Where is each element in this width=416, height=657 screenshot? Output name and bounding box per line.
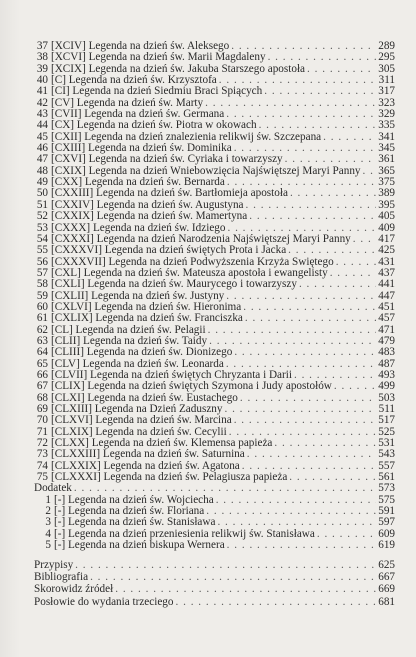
entry-title: [CLXX] Legenda na dzień św. Klemensa papieża bbox=[51, 438, 273, 450]
entry-title: Skorowidz źródeł bbox=[34, 583, 114, 596]
toc-entry bbox=[34, 302, 395, 313]
dot-leader bbox=[334, 381, 376, 392]
toc-entry bbox=[34, 540, 395, 551]
toc-entry bbox=[34, 381, 395, 392]
entry-number: 58 bbox=[36, 279, 48, 291]
toc-entry bbox=[34, 336, 395, 347]
entry-number: 44 bbox=[36, 120, 48, 132]
entry-title: [CLIX] Legenda na dzień świętych Szymona i Judy apostołów bbox=[51, 381, 332, 393]
dot-leader bbox=[226, 109, 376, 120]
entry-title: [CXX] Legenda na dzień św. Bernarda bbox=[51, 177, 225, 189]
dot-leader bbox=[243, 302, 376, 313]
entry-number: 72 bbox=[36, 438, 48, 450]
toc-entry bbox=[34, 257, 395, 268]
toc-entry bbox=[34, 64, 395, 75]
entry-number: 4 bbox=[45, 528, 51, 540]
toc-entry bbox=[34, 188, 395, 199]
entry-page-number: 561 bbox=[378, 472, 395, 484]
toc-entry bbox=[34, 41, 395, 52]
entry-number: 64 bbox=[36, 347, 48, 359]
dot-leader bbox=[245, 313, 376, 324]
dot-leader bbox=[226, 359, 376, 370]
dot-leader bbox=[288, 245, 376, 256]
entry-page-number: 317 bbox=[378, 86, 395, 98]
toc-entry bbox=[34, 279, 395, 290]
entry-page-number: 341 bbox=[378, 131, 395, 143]
dot-leader bbox=[75, 559, 376, 571]
dot-leader bbox=[264, 86, 376, 97]
entry-number: 48 bbox=[36, 165, 48, 177]
toc-entry bbox=[34, 472, 395, 483]
entry-page-number: 609 bbox=[378, 528, 395, 540]
entry-number: 61 bbox=[36, 313, 48, 325]
toc-entry bbox=[34, 268, 395, 279]
entry-title: [CVII] Legenda na dzień św. Germana bbox=[51, 109, 225, 121]
entry-number: 75 bbox=[36, 472, 48, 484]
entry-page-number: 375 bbox=[378, 177, 395, 189]
entry-page-number: 437 bbox=[378, 267, 395, 279]
dot-leader bbox=[227, 223, 376, 234]
toc-entry bbox=[34, 166, 395, 177]
entry-number: 73 bbox=[36, 449, 48, 461]
entry-page-number: 557 bbox=[378, 460, 395, 472]
entry-title: Bibliografia bbox=[34, 571, 89, 584]
toc-entry bbox=[34, 143, 395, 154]
entry-number: 45 bbox=[36, 131, 48, 143]
entry-number: 65 bbox=[36, 358, 48, 370]
dot-leader bbox=[234, 143, 377, 154]
entry-number: 47 bbox=[36, 154, 48, 166]
entry-title: [-] Legenda na dzień św. Floriana bbox=[54, 506, 205, 518]
dot-leader bbox=[299, 279, 376, 290]
entry-title: [CLXVI] Legenda na dzień św. Marcina bbox=[51, 415, 232, 427]
entry-page-number: 483 bbox=[378, 347, 395, 359]
entry-number: 54 bbox=[36, 233, 48, 245]
toc-entry bbox=[34, 223, 395, 234]
entry-number: 37 bbox=[36, 41, 48, 52]
entry-number: 67 bbox=[36, 381, 48, 393]
entry-number: 51 bbox=[36, 199, 48, 211]
dot-leader bbox=[294, 370, 376, 381]
entry-title: [CLXI] Legenda na dzień św. Eustachego bbox=[51, 392, 238, 404]
toc-entry bbox=[34, 559, 395, 571]
entry-page-number: 447 bbox=[378, 290, 395, 302]
entry-number: 2 bbox=[45, 506, 51, 518]
toc-entry bbox=[34, 75, 395, 86]
entry-page-number: 531 bbox=[378, 438, 395, 450]
dot-leader bbox=[216, 495, 377, 506]
toc-entry bbox=[34, 347, 395, 358]
entry-page-number: 669 bbox=[378, 583, 395, 596]
toc-entry bbox=[34, 438, 395, 449]
dot-leader bbox=[290, 188, 376, 199]
entry-page-number: 431 bbox=[378, 256, 395, 268]
entry-page-number: 487 bbox=[378, 358, 395, 370]
dot-leader bbox=[323, 132, 376, 143]
entry-title: [CXXXVI] Legenda na dzień świętych Prota i Jacka bbox=[51, 245, 287, 257]
entry-title: [CXVI] Legenda na dzień św. Cyriaka i towarzyszy bbox=[51, 154, 283, 166]
dot-leader bbox=[227, 540, 377, 551]
entry-title: [CXIX] Legenda na dzień Wniebowzięcia Najświętszej Maryi Panny bbox=[51, 165, 361, 177]
entry-title: [-] Legenda na dzień św. Stanisława bbox=[54, 517, 216, 529]
entry-page-number: 451 bbox=[378, 301, 395, 313]
entry-title: [CLXIX] Legenda na dzień św. Cecylii bbox=[51, 426, 227, 438]
entry-page-number: 573 bbox=[378, 483, 395, 495]
entry-title: [-] Legenda na dzień biskupa Wernera bbox=[54, 540, 225, 552]
entry-page-number: 591 bbox=[378, 506, 395, 518]
dot-leader bbox=[208, 325, 377, 336]
toc-entry bbox=[34, 506, 395, 517]
toc-entry bbox=[34, 200, 395, 211]
dot-leader bbox=[205, 98, 376, 109]
entry-page-number: 409 bbox=[378, 222, 395, 234]
dot-leader bbox=[224, 404, 376, 415]
dot-leader bbox=[229, 427, 376, 438]
toc-entry bbox=[34, 177, 395, 188]
dot-leader bbox=[307, 64, 376, 75]
toc-entry bbox=[34, 449, 395, 460]
entry-title: [CXLII] Legenda na dzień św. Justyny bbox=[51, 290, 225, 302]
entry-title: [CXXIX] Legenda na dzień św. Mamertyna bbox=[51, 211, 248, 223]
dot-leader bbox=[246, 200, 377, 211]
toc-entry bbox=[34, 495, 395, 506]
entry-number: 53 bbox=[36, 222, 48, 234]
toc-entry bbox=[34, 325, 395, 336]
dot-leader bbox=[206, 506, 376, 517]
entry-title: [CLIII] Legenda na dzień św. Dionizego bbox=[51, 347, 233, 359]
back-matter-list bbox=[34, 559, 395, 608]
entry-title: [-] Legenda na dzień przeniesienia relikwij św. Stanisława bbox=[54, 528, 315, 540]
entry-page-number: 499 bbox=[378, 381, 395, 393]
entry-title: [CI] Legenda na dzień Siedmiu Braci Śpiących bbox=[51, 86, 263, 98]
entry-title: [XCIX] Legenda na dzień św. Jakuba Starszego apostoła bbox=[51, 63, 306, 75]
entry-number: 62 bbox=[36, 324, 48, 336]
entry-page-number: 625 bbox=[378, 559, 395, 571]
dot-leader bbox=[209, 336, 376, 347]
entry-page-number: 511 bbox=[378, 404, 395, 415]
entry-title: [CXXIV] Legenda na dzień św. Augustyna bbox=[51, 199, 244, 211]
entry-page-number: 323 bbox=[378, 97, 395, 109]
entry-number: 49 bbox=[36, 177, 48, 189]
entry-page-number: 311 bbox=[378, 75, 395, 87]
entry-page-number: 597 bbox=[378, 517, 395, 529]
toc-entry bbox=[34, 313, 395, 324]
entry-number: 63 bbox=[36, 335, 48, 347]
toc-entry bbox=[34, 529, 395, 540]
entry-title: [CXL] Legenda na dzień św. Mateusza apostoła i ewangelisty bbox=[51, 267, 328, 279]
entry-number: 68 bbox=[36, 392, 48, 404]
entry-number: 60 bbox=[36, 301, 48, 313]
toc-entry bbox=[34, 596, 395, 608]
dot-leader bbox=[249, 211, 376, 222]
toc-entry bbox=[34, 211, 395, 222]
entry-title: [CXXXI] Legenda na dzień Narodzenia Najświętszej Maryi Panny bbox=[51, 233, 351, 245]
page-edge-shadow bbox=[0, 0, 20, 657]
entry-title: [CLXXIX] Legenda na dzień św. Agatona bbox=[51, 460, 240, 472]
table-of-contents bbox=[34, 41, 395, 551]
dot-leader bbox=[226, 291, 376, 302]
dot-leader bbox=[274, 438, 376, 449]
entry-page-number: 681 bbox=[378, 595, 395, 608]
toc-entry bbox=[34, 393, 395, 404]
entry-title: [CXLI] Legenda na dzień św. Maurycego i towarzyszy bbox=[51, 279, 297, 291]
toc-entry bbox=[34, 359, 395, 370]
entry-number: 66 bbox=[36, 369, 48, 381]
dot-leader bbox=[353, 234, 376, 245]
toc-entry bbox=[34, 86, 395, 97]
dot-leader bbox=[231, 41, 376, 52]
entry-page-number: 525 bbox=[378, 426, 395, 438]
toc-entry bbox=[34, 404, 395, 415]
entry-title: [XCVI] Legenda na dzień św. Marii Magdaleny bbox=[51, 52, 266, 64]
entry-page-number: 441 bbox=[378, 279, 395, 291]
dot-leader bbox=[259, 120, 377, 131]
dot-leader bbox=[285, 154, 377, 165]
entry-title: Posłowie do wydania trzeciego bbox=[34, 595, 174, 608]
entry-number: 71 bbox=[36, 426, 48, 438]
entry-page-number: 305 bbox=[378, 63, 395, 75]
entry-page-number: 517 bbox=[378, 415, 395, 427]
entry-number: 1 bbox=[45, 494, 51, 506]
dot-leader bbox=[247, 449, 376, 460]
entry-number: 39 bbox=[36, 63, 48, 75]
entry-page-number: 543 bbox=[378, 449, 395, 461]
dot-leader bbox=[234, 347, 376, 358]
entry-number: 42 bbox=[36, 97, 48, 109]
dot-leader bbox=[363, 166, 377, 177]
entry-page-number: 425 bbox=[378, 245, 395, 257]
toc-entry bbox=[34, 120, 395, 131]
dot-leader bbox=[268, 52, 377, 63]
entry-page-number: 471 bbox=[378, 324, 395, 336]
toc-entry bbox=[34, 52, 395, 63]
entry-page-number: 345 bbox=[378, 143, 395, 155]
toc-entry bbox=[34, 571, 395, 583]
dot-leader bbox=[219, 75, 377, 86]
entry-number: 59 bbox=[36, 290, 48, 302]
entry-title: [CLXIII] Legenda na Dzień Zaduszny bbox=[51, 404, 223, 415]
entry-title: [CX] Legenda na dzień św. Piotra w okowach bbox=[51, 120, 257, 132]
entry-number: 5 bbox=[45, 540, 51, 552]
entry-title: [CXII] Legenda na dzień znalezienia relikwij św. Szczepana bbox=[51, 131, 322, 143]
dot-leader bbox=[227, 177, 376, 188]
entry-page-number: 619 bbox=[378, 540, 395, 552]
entry-number: 69 bbox=[36, 404, 48, 415]
entry-title: [-] Legenda na dzień św. Wojciecha bbox=[54, 494, 214, 506]
toc-entry bbox=[34, 245, 395, 256]
toc-entry bbox=[34, 234, 395, 245]
entry-page-number: 365 bbox=[378, 165, 395, 177]
toc-entry bbox=[34, 154, 395, 165]
entry-page-number: 295 bbox=[378, 52, 395, 64]
toc-entry bbox=[34, 461, 395, 472]
entry-title: [CXXXVII] Legenda na dzień Podwyższenia Krzyża Świętego bbox=[51, 256, 334, 268]
toc-entry bbox=[34, 415, 395, 426]
entry-number: 38 bbox=[36, 52, 48, 64]
entry-number: 41 bbox=[36, 86, 48, 98]
entry-title: [CL] Legenda na dzień św. Pelagii bbox=[51, 324, 206, 336]
entry-number: 40 bbox=[36, 75, 48, 87]
entry-page-number: 361 bbox=[378, 154, 395, 166]
entry-page-number: 503 bbox=[378, 392, 395, 404]
entry-number: 46 bbox=[36, 143, 48, 155]
entry-number: 55 bbox=[36, 245, 48, 257]
entry-page-number: 289 bbox=[378, 41, 395, 52]
entry-title: [CLII] Legenda na dzień św. Taidy bbox=[51, 335, 208, 347]
dot-leader bbox=[234, 415, 377, 426]
dot-leader bbox=[74, 483, 376, 494]
entry-title: [XCIV] Legenda na dzień św. Aleksego bbox=[51, 41, 230, 52]
entry-title: [CV] Legenda na dzień św. Marty bbox=[51, 97, 204, 109]
entry-page-number: 575 bbox=[378, 494, 395, 506]
toc-entry bbox=[34, 583, 395, 595]
entry-number: 52 bbox=[36, 211, 48, 223]
dot-leader bbox=[330, 268, 377, 279]
entry-page-number: 417 bbox=[378, 233, 395, 245]
toc-entry bbox=[34, 427, 395, 438]
dot-leader bbox=[90, 571, 376, 583]
entry-page-number: 493 bbox=[378, 369, 395, 381]
entry-number: 74 bbox=[36, 460, 48, 472]
entry-title: [CLXXXI] Legenda na dzień św. Pelagiusza papieża bbox=[51, 472, 288, 484]
appendix-heading bbox=[34, 483, 395, 494]
entry-page-number: 335 bbox=[378, 120, 395, 132]
toc-entry bbox=[34, 132, 395, 143]
entry-title: [CXIII] Legenda na dzień św. Dominika bbox=[51, 143, 232, 155]
toc-entry bbox=[34, 98, 395, 109]
entry-number: 57 bbox=[36, 267, 48, 279]
entry-page-number: 457 bbox=[378, 313, 395, 325]
entry-page-number: 667 bbox=[378, 571, 395, 584]
entry-title: [C] Legenda na dzień św. Krzysztofa bbox=[51, 75, 217, 87]
entry-title: [CLXXIII] Legenda na dzień św. Saturnina bbox=[51, 449, 245, 461]
entry-number: 3 bbox=[45, 517, 51, 529]
entry-page-number: 395 bbox=[378, 199, 395, 211]
dot-leader bbox=[240, 393, 376, 404]
entry-title: [CXXIII] Legenda na dzień św. Bartłomieja apostoła bbox=[51, 188, 288, 200]
entry-page-number: 389 bbox=[378, 188, 395, 200]
entry-number: 50 bbox=[36, 188, 48, 200]
dot-leader bbox=[289, 472, 376, 483]
dot-leader bbox=[217, 517, 376, 528]
dot-leader bbox=[317, 529, 376, 540]
dot-leader bbox=[176, 596, 377, 608]
entry-page-number: 329 bbox=[378, 109, 395, 121]
dot-leader bbox=[115, 583, 376, 595]
dot-leader bbox=[242, 461, 376, 472]
entry-title: Przypisy bbox=[34, 559, 74, 571]
entry-number: 43 bbox=[36, 109, 48, 121]
entry-title: [CXXX] Legenda na dzień św. Idziego bbox=[51, 222, 226, 234]
toc-entry bbox=[34, 370, 395, 381]
entry-title: Dodatek bbox=[34, 483, 72, 495]
toc-entry bbox=[34, 109, 395, 120]
entry-title: [CLVII] Legenda na dzień świętych Chryzanta i Darii bbox=[51, 369, 292, 381]
entry-page-number: 405 bbox=[378, 211, 395, 223]
entry-number: 70 bbox=[36, 415, 48, 427]
entry-title: [CXLIX] Legenda na dzień św. Franciszka bbox=[51, 313, 243, 325]
entry-page-number: 479 bbox=[378, 335, 395, 347]
dot-leader bbox=[336, 257, 377, 268]
toc-entry bbox=[34, 517, 395, 528]
entry-number: 56 bbox=[36, 256, 48, 268]
entry-title: [CXLVI] Legenda na dzień św. Hieronima bbox=[51, 301, 242, 313]
entry-title: [CLV] Legenda na dzień św. Leonarda bbox=[51, 358, 224, 370]
toc-entry bbox=[34, 291, 395, 302]
